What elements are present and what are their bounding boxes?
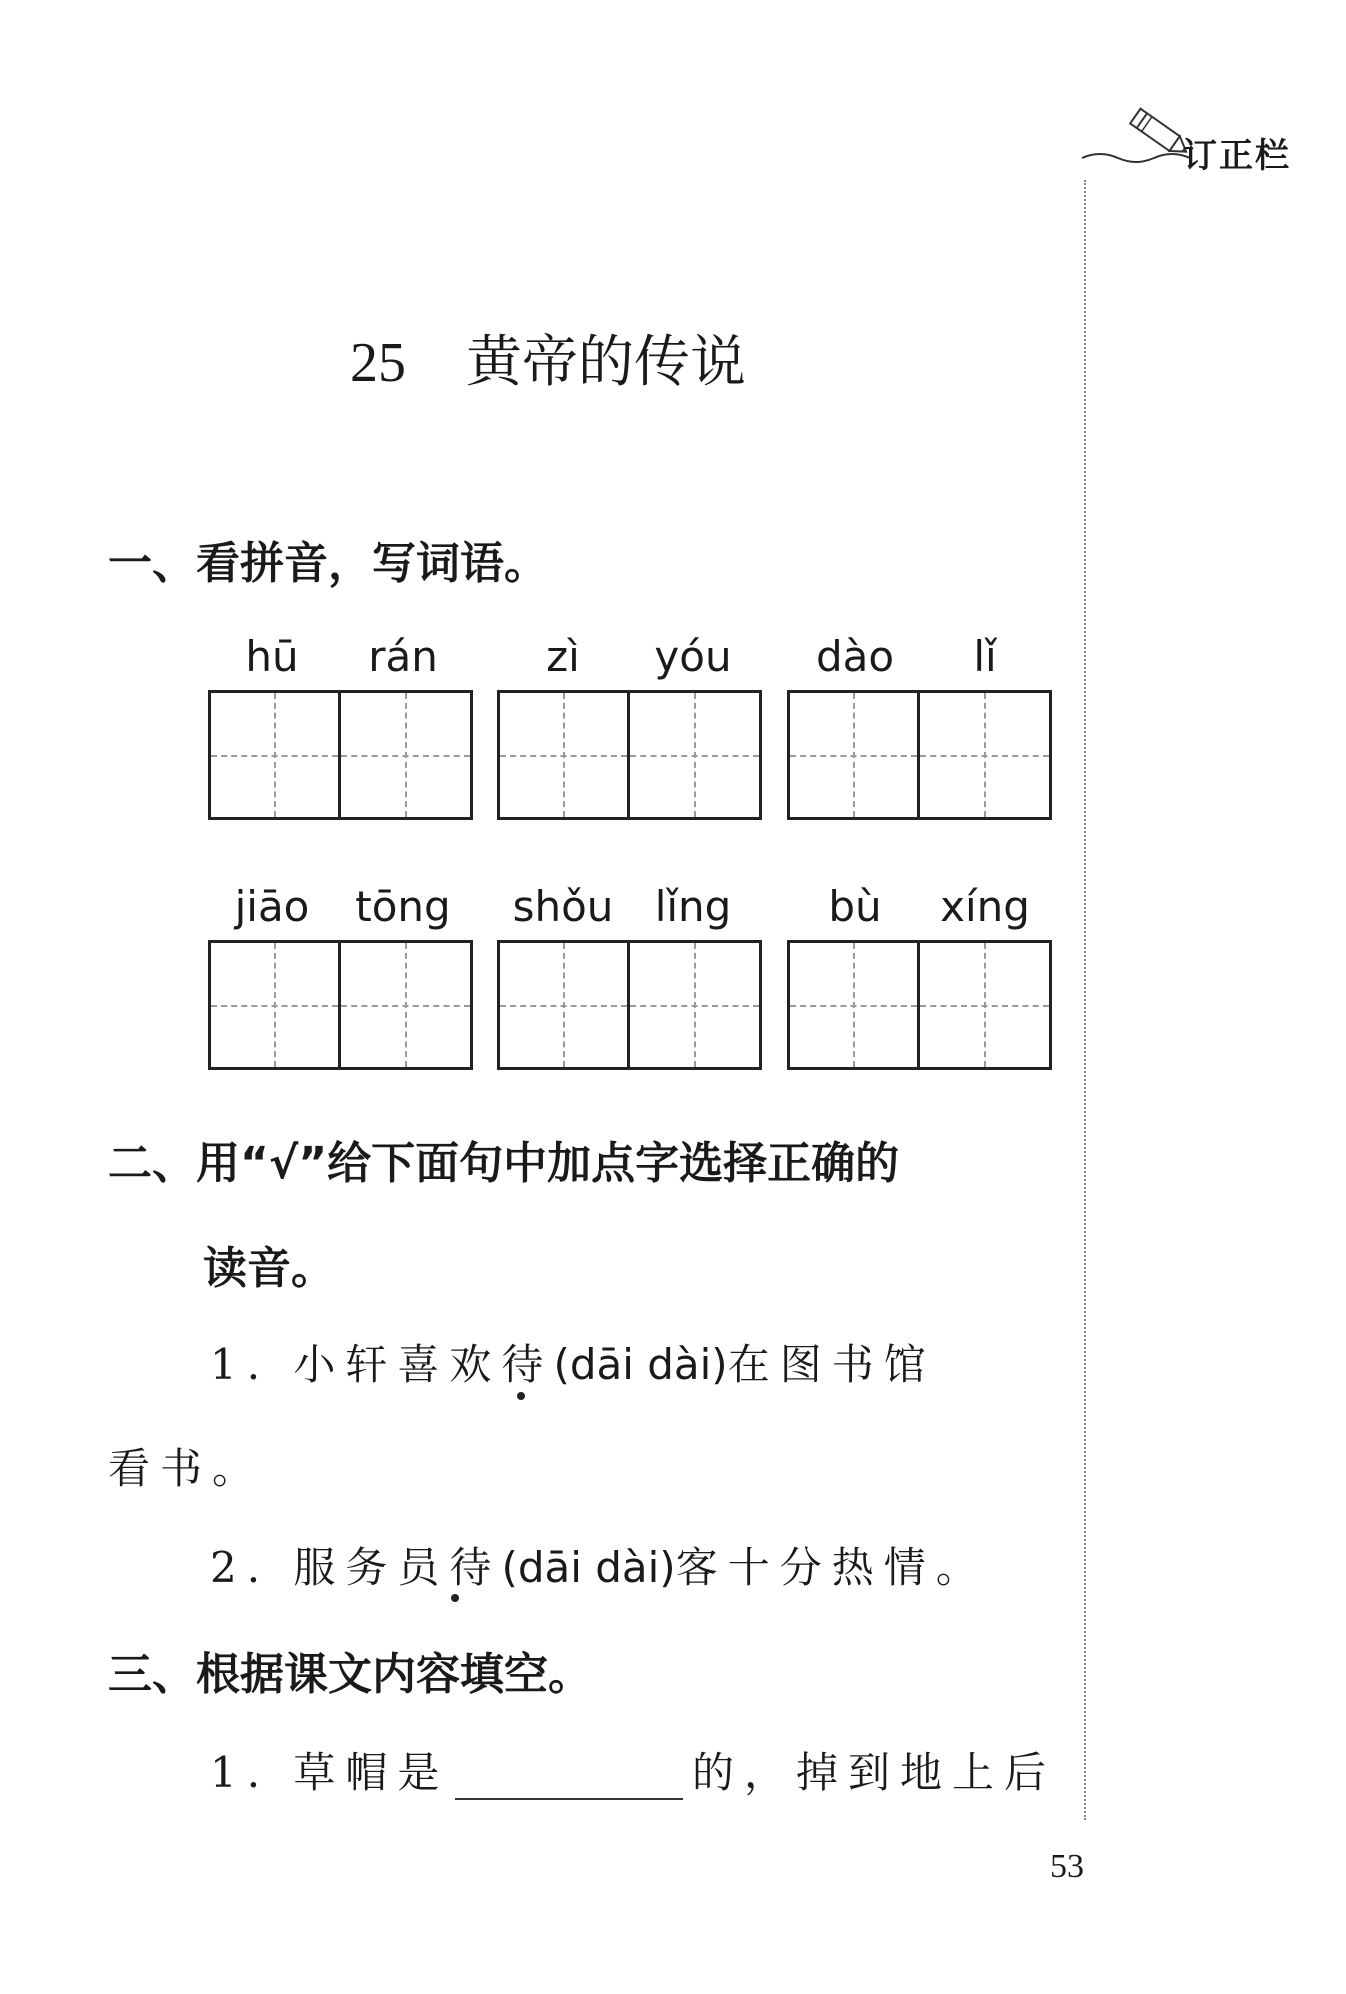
section-2-question-1 xyxy=(210,1332,936,1392)
pinyin-li: lǐ xyxy=(973,632,997,681)
pinyin-zi: zì xyxy=(546,632,580,681)
writing-box-huran[interactable] xyxy=(208,690,473,820)
page-title xyxy=(350,318,746,398)
pinyin-dao: dào xyxy=(815,632,895,681)
section-2-question-1-continued: 看书。 xyxy=(108,1444,265,1493)
correction-column-divider xyxy=(1084,180,1088,1820)
question-1-pinyin-options[interactable]: (dāi dài) xyxy=(553,1340,728,1389)
writing-box-jiaotong[interactable] xyxy=(208,940,473,1070)
writing-box-buxing[interactable] xyxy=(787,940,1052,1070)
pinyin-tong: tōng xyxy=(355,882,451,931)
section-2-heading-line-2: 读音。 xyxy=(203,1243,335,1294)
fill-in-blank-line[interactable] xyxy=(455,1798,683,1800)
correction-column-title: 订正栏 xyxy=(1183,136,1291,176)
question-2-text-start: 2. 服务员待 xyxy=(210,1543,502,1592)
section-1-heading: 一、看拼音，写词语。 xyxy=(108,538,548,589)
section-2-heading-line-1: 二、用“√”给下面句中加点字选择正确的 xyxy=(108,1138,900,1189)
pinyin-hu: hū xyxy=(245,632,299,681)
writing-box-shouling[interactable] xyxy=(497,940,762,1070)
section-3-question-1-end: 的，掉到地上后 xyxy=(692,1748,1057,1797)
pencil-icon xyxy=(1080,100,1200,170)
lesson-number: 25 xyxy=(350,332,406,394)
pinyin-shou: shǒu xyxy=(512,882,614,931)
pinyin-xing: xíng xyxy=(940,882,1030,931)
question-1-text-end: 在图书馆 xyxy=(727,1340,936,1389)
pinyin-you: yóu xyxy=(654,632,732,681)
writing-box-ziyou[interactable] xyxy=(497,690,762,820)
writing-box-daoli[interactable] xyxy=(787,690,1052,820)
page-number: 53 xyxy=(1050,1848,1084,1885)
correction-column-header xyxy=(1080,100,1320,176)
emphasis-dot xyxy=(451,1594,459,1602)
pinyin-jiao: jiāo xyxy=(234,882,310,931)
pinyin-ran: rán xyxy=(368,632,438,681)
lesson-title: 黄帝的传说 xyxy=(466,330,746,395)
pinyin-ling: lǐng xyxy=(654,882,732,931)
section-3-question-1-start: 1. 草帽是 xyxy=(210,1748,450,1797)
section-3-heading: 三、根据课文内容填空。 xyxy=(108,1649,592,1700)
emphasis-dot xyxy=(517,1392,525,1400)
pinyin-bu: bù xyxy=(828,882,882,931)
question-2-pinyin-options[interactable]: (dāi dài) xyxy=(501,1543,676,1592)
question-2-text-end: 客十分热情。 xyxy=(675,1543,988,1592)
question-1-text-start: 1. 小轩喜欢待 xyxy=(210,1340,554,1389)
section-2-question-2 xyxy=(210,1535,988,1595)
